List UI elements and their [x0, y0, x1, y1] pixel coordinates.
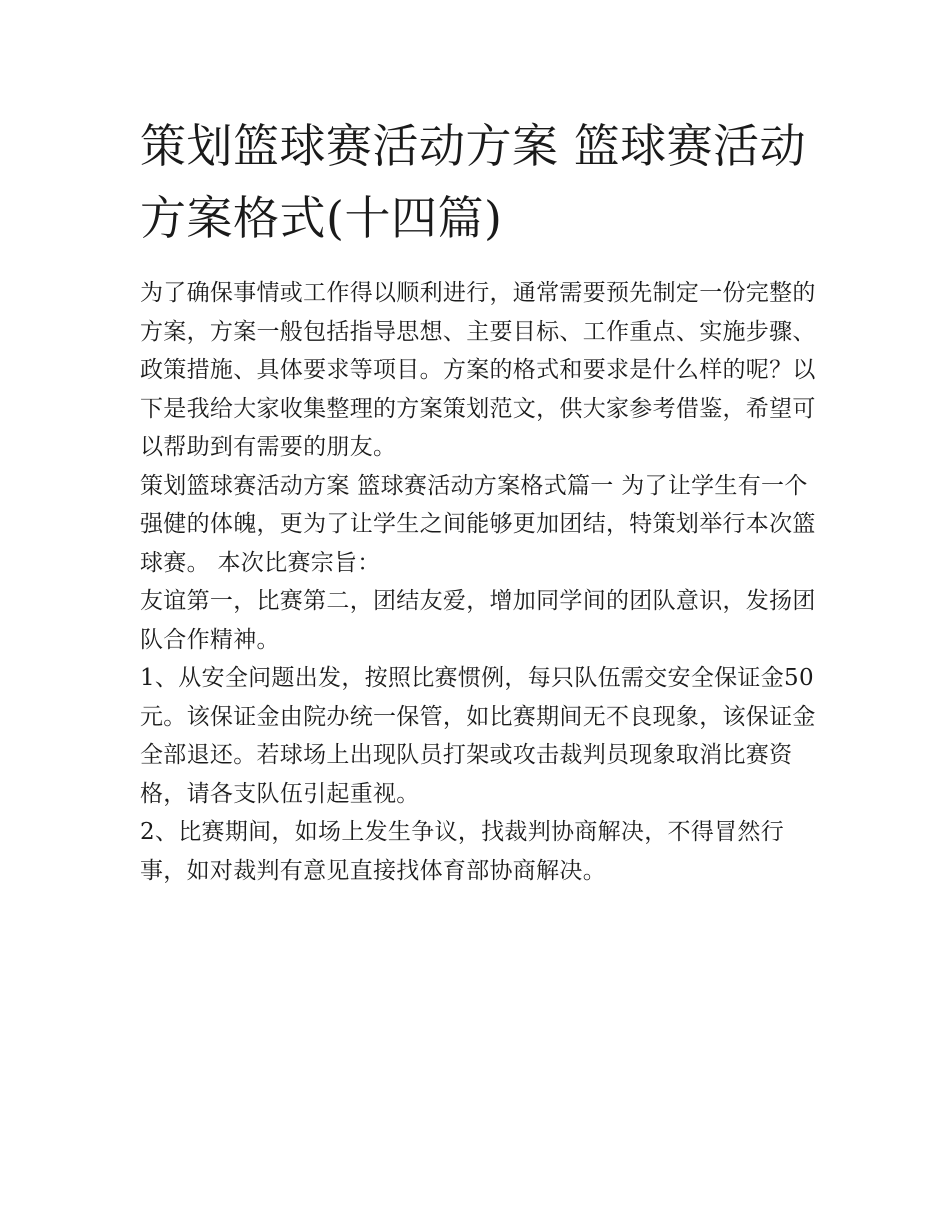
section-one-paragraph: 策划篮球赛活动方案 篮球赛活动方案格式篇一 为了让学生有一个强健的体魄，更为了让学生之间能够更加团结，特策划举行本次篮球赛。 本次比赛宗旨：: [140, 472, 816, 576]
document-body: [140, 274, 816, 890]
document-title: 策划篮球赛活动方案 篮球赛活动方案格式(十四篇): [140, 119, 807, 245]
intro-paragraph: 为了确保事情或工作得以顺利进行，通常需要预先制定一份完整的方案，方案一般包括指导思想、主要目标、工作重点、实施步骤、政策措施、具体要求等项目。方案的格式和要求是什么样的呢？以下是我给大家收集整理的方案策划范文，供大家参考借鉴，希望可以帮助到有需要的朋友。: [140, 280, 816, 460]
rule-two-paragraph: 2、比赛期间，如场上发生争议，找裁判协商解决，不得冒然行事，如对裁判有意见直接找体育部协商解决。: [140, 819, 785, 884]
purpose-paragraph: 友谊第一，比赛第二，团结友爱，增加同学间的团队意识，发扬团队合作精神。: [140, 588, 816, 653]
document-page: [140, 110, 816, 890]
rule-one-paragraph: 1、从安全问题出发，按照比赛惯例，每只队伍需交安全保证金50元。该保证金由院办统一保管，如比赛期间无不良现象，该保证金全部退还。若球场上出现队员打架或攻击裁判员现象取消比赛资格，请各支队伍引起重视。: [140, 665, 816, 807]
